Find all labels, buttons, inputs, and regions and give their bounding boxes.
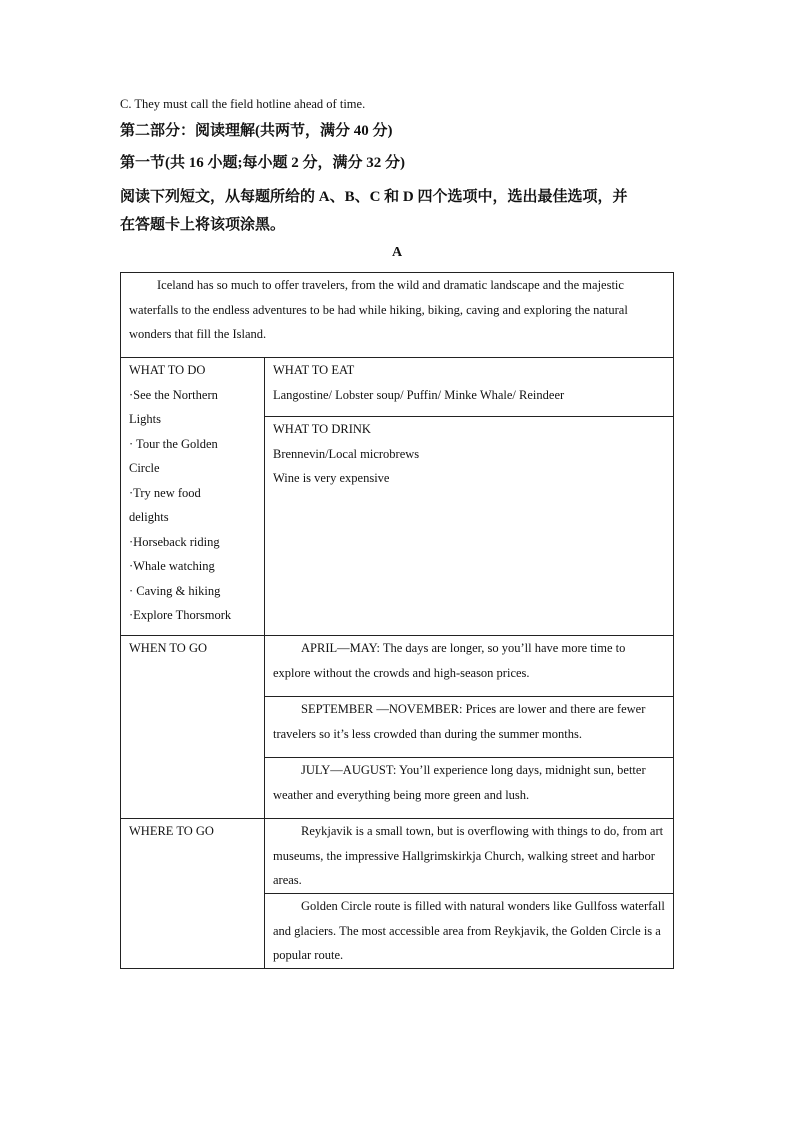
todo-item: ·See the Northern <box>129 387 218 402</box>
when-row-1 <box>121 636 674 697</box>
when-season-cell <box>265 758 674 819</box>
todo-item: · Tour the Golden <box>129 436 218 451</box>
instructions-line-1: 阅读下列短文，从每题所给的 A、B、C 和 D 四个选项中，选出最佳选项，并 <box>120 189 628 205</box>
todo-item: ·Explore Thorsmork <box>129 608 232 622</box>
when-season-cell <box>265 697 674 758</box>
instructions-line-2: 在答题卡上将该项涂黑。 <box>120 217 286 233</box>
what-to-drink-line-1: Brennevin/Local microbrews <box>273 446 420 461</box>
what-to-drink-heading: WHAT TO DRINK <box>273 422 371 436</box>
where-place-cell <box>265 894 674 969</box>
when-season-text: APRIL—MAY: The days are longer, so you’ll have more time to explore without the crowds and high-season prices. <box>273 641 626 680</box>
what-to-eat-heading: WHAT TO EAT <box>273 363 355 377</box>
todo-item: ·Try new food <box>129 485 201 500</box>
when-season-text: SEPTEMBER —NOVEMBER: Prices are lower and there are fewer travelers so it’s less crowded than during the summer months. <box>273 702 646 741</box>
what-to-drink-line-2: Wine is very expensive <box>273 471 390 485</box>
what-to-do-cell <box>121 358 265 636</box>
what-to-drink-cell <box>265 417 674 636</box>
section-heading: 第一节(共 16 小题;每小题 2 分，满分 32 分) <box>120 155 405 171</box>
what-to-eat-text: Langostine/ Lobster soup/ Puffin/ Minke Whale/ Reindeer <box>273 387 565 402</box>
passage-label: A <box>391 245 403 260</box>
todo-item: Lights <box>129 412 161 426</box>
what-to-do-heading: WHAT TO DO <box>129 363 206 377</box>
intro-row <box>121 273 674 358</box>
todo-item: · Caving & hiking <box>129 583 221 598</box>
where-place-text: Golden Circle route is filled with natural wonders like Gullfoss waterfall and glaciers. The most accessible area from Reykjavik, the Golden Circle is a popular route. <box>273 899 665 962</box>
instructions <box>120 183 680 239</box>
when-to-go-label: WHEN TO GO <box>121 636 265 819</box>
previous-question-option-c: C. They must call the field hotline ahead of time. <box>120 97 366 111</box>
where-row-1 <box>121 819 674 894</box>
todo-item: Circle <box>129 461 160 475</box>
where-place-text: Reykjavik is a small town, but is overflowing with things to do, from art museums, the impressive Hallgrimskirkja Church, walking street and harbor areas. <box>273 824 664 887</box>
when-season-text: JULY—AUGUST: You’ll experience long days, midnight sun, better weather and everything being more green and lush. <box>273 763 646 802</box>
when-season-cell <box>265 636 674 697</box>
eat-row <box>121 358 674 417</box>
todo-item: ·Whale watching <box>129 559 215 573</box>
where-place-cell <box>265 819 674 894</box>
todo-item: ·Horseback riding <box>129 534 220 549</box>
where-to-go-label: WHERE TO GO <box>121 819 265 969</box>
intro-cell <box>121 273 674 358</box>
todo-item: delights <box>129 510 169 524</box>
what-to-eat-cell <box>265 358 674 417</box>
intro-text: Iceland has so much to offer travelers, from the wild and dramatic landscape and the majestic waterfalls to the endless adventures to be had while hiking, biking, caving and exploring the natural wonders that fill the Island. <box>129 278 628 341</box>
iceland-info-table <box>120 272 674 969</box>
part-heading: 第二部分：阅读理解(共两节，满分 40 分) <box>120 123 393 139</box>
